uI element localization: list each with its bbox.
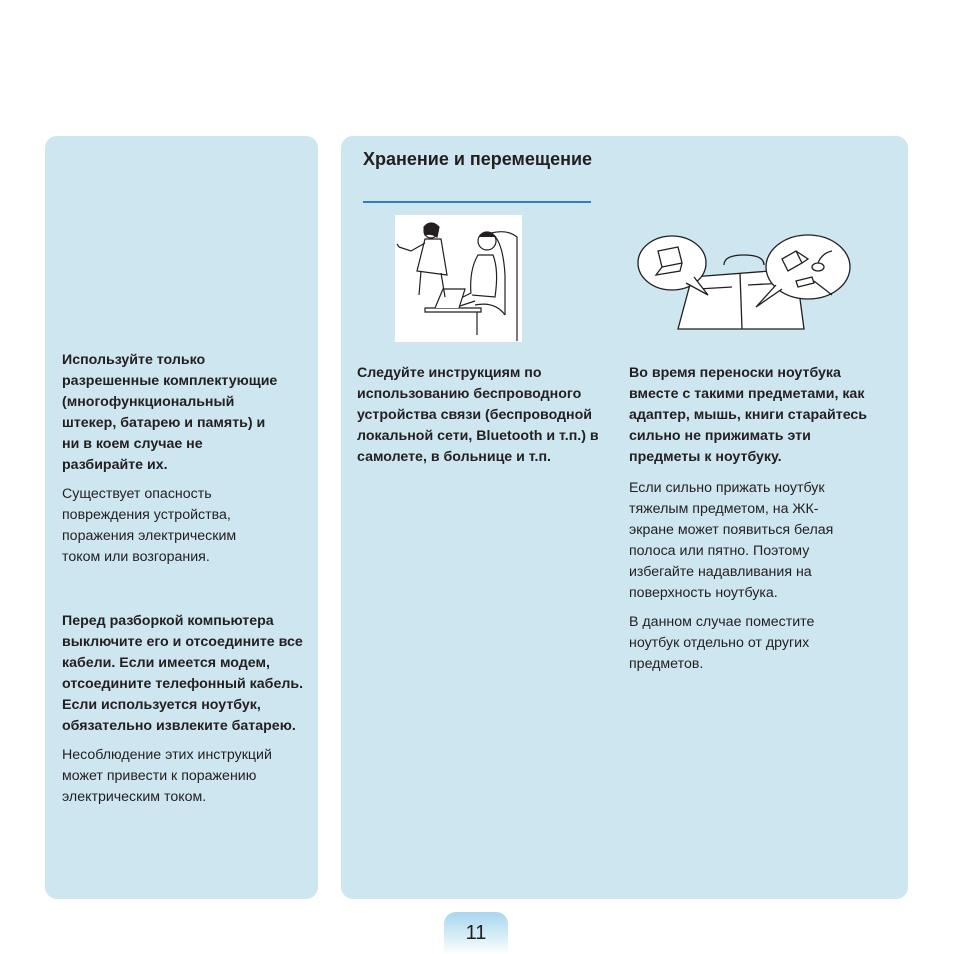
right-block-note-2: В данном случае поместите ноутбук отдельно от других предметов. (629, 614, 815, 672)
left-block-1-warning: Используйте только разрешенные комплектующие (многофункциональный штекер, батарею и память) и ни в коем случае не разбирайте их. (62, 352, 278, 473)
left-block-1 (62, 350, 312, 568)
airplane-usage-illustration (395, 215, 522, 342)
left-block-2-note: Несоблюдение этих инструкций может привести к поражению электрическим током. (62, 747, 272, 805)
right-block-warning: Во время переноски ноутбука вместе с такими предметами, как адаптер, мышь, книги старайтесь сильно не прижимать эти предметы к ноутбуку. (629, 365, 868, 465)
left-block-2-warning: Перед разборкой компьютера выключите его и отсоедините все кабели. Если имеется модем, отсоедините телефонный кабель. Если используется ноутбук, обязательно извлеките батарею. (62, 613, 304, 734)
middle-block-warning: Следуйте инструкциям по использованию беспроводного устройства связи (беспроводной локальной сети, Bluetooth и т.п.) в самолете, в больнице и т.п. (357, 365, 599, 465)
middle-block (357, 363, 607, 468)
section-title: Хранение и перемещение (363, 149, 593, 169)
title-underline (363, 201, 591, 203)
right-block (629, 363, 889, 675)
laptop-bag-illustration (636, 229, 852, 342)
left-block-1-note: Существует опасность повреждения устройства, поражения электрическим током или возгорания. (62, 486, 237, 565)
right-block-note-1: Если сильно прижать ноутбук тяжелым предметом, на ЖК-экране может появиться белая полоса или пятно. Поэтому избегайте надавливания на поверхность ноутбука. (629, 480, 834, 601)
page-number: 11 (465, 922, 487, 944)
left-block-2 (62, 611, 312, 808)
